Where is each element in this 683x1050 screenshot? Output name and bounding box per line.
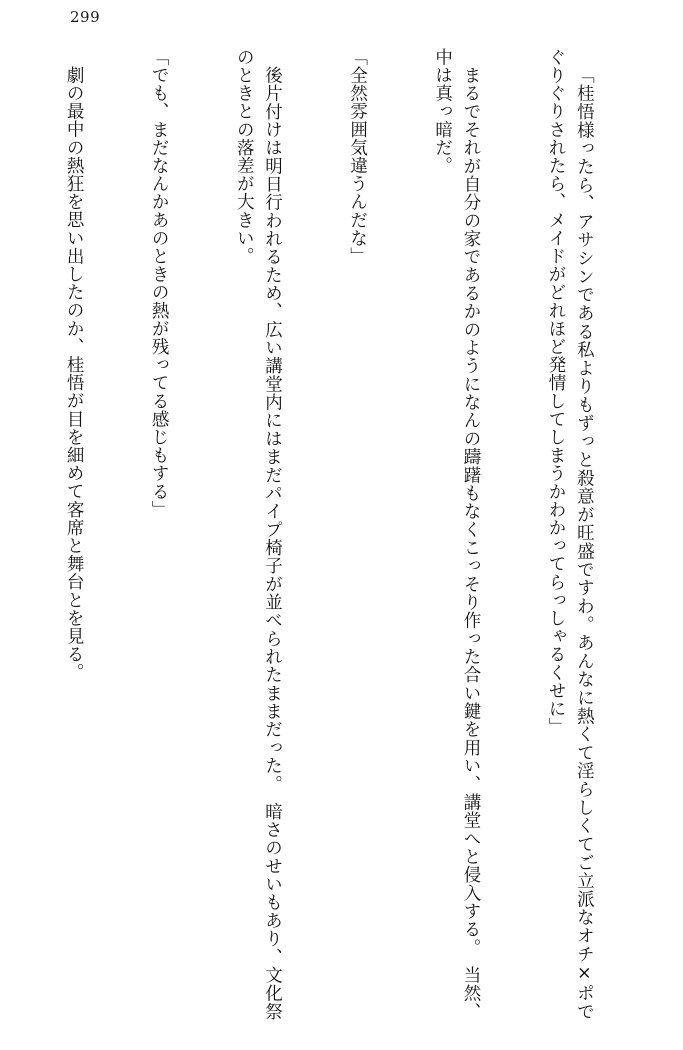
paragraph: まるでそれが自分の家であるかのようになんの躊躇もなくこっそり作った合い鍵を用い、講堂へと侵入する。 当然、中は真っ暗だ。 (432, 48, 481, 1020)
page-body (40, 48, 655, 1020)
paragraph: 後片付けは明日行われるため、広い講堂内にはまだパイプ椅子が並べられたままだった。 暗さのせいもあり、文化祭のときとの落差が大きい。 (234, 48, 283, 1020)
paragraph (0, 48, 3, 1020)
paragraph: 「でも、まだなんかあのときの熱が残ってる感じもする」 (149, 48, 170, 519)
paragraph: 劇の最中の熱狂を思い出したのか、桂悟が目を細めて客席と舞台とを見る。 (64, 65, 85, 681)
paragraph: 「桂悟様ったら、アサシンである私よりもずっと殺意が旺盛ですわ。あんなに熱くて淫らしくてご立派なオチ×ポでぐりぐりされたら、メイドがどれほど発情してしまうかわかってらっしゃるくせに」 (545, 48, 595, 1020)
page-number: 299 (70, 8, 101, 26)
paragraph: 「全然雰囲気違うんだな」 (347, 48, 368, 266)
